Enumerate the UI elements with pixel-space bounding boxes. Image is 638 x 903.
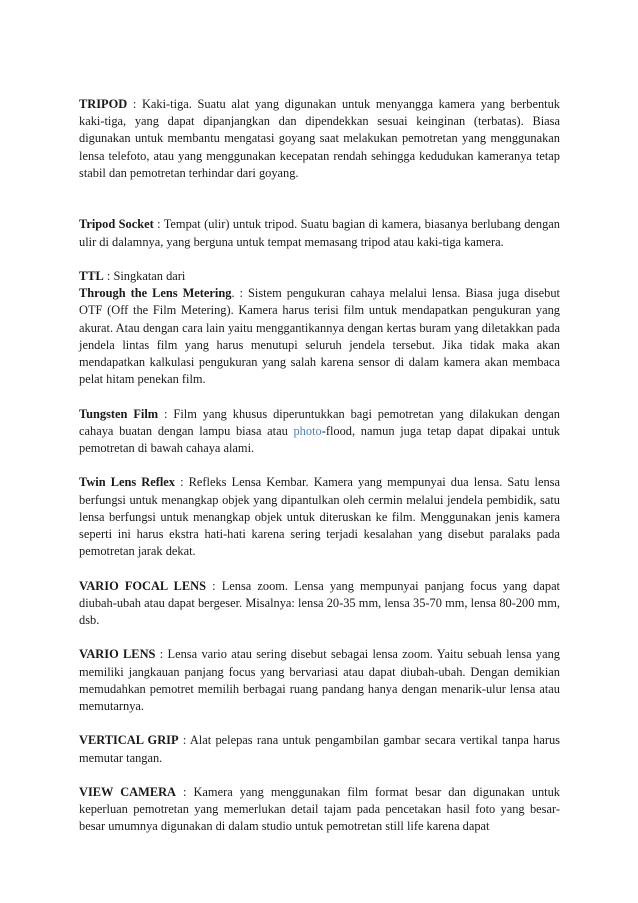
- entry-term: Tungsten Film: [79, 406, 159, 421]
- glossary-entry-twin-lens-reflex: [79, 474, 560, 560]
- entry-separator: :: [103, 269, 114, 283]
- entry-definition: Kamera yang menggunakan film format besar dan digunakan untuk keperluan pemotretan yang memerlukan detail tajam pada pencetakan hasil foto yang besar-besar umumnya digunakan di dalam studio untuk pemotretan still life karena dapat: [79, 785, 560, 834]
- entry-separator: :: [155, 647, 168, 662]
- entry-definition: Sistem pengukuran cahaya melalui lensa. Biasa juga disebut OTF (Off the Film Metering). Kamera harus terisi film untuk mendapatkan pengukuran yang akurat. Atau dengan cara lain yaitu menggantikannya dengan kertas buram yang diletakkan pada jendela lintas film yang harus menutupi seluruh jendela tersebut. Jika tidak maka akan mendapatkan kalkulasi pengukuran yang salah karena sensor di dalam kamera akan membaca pelat hitam penekan film.: [79, 286, 560, 387]
- entry-separator: :: [206, 578, 222, 593]
- entry-term: VIEW CAMERA: [79, 785, 176, 799]
- glossary-entry-tripod: [79, 96, 560, 182]
- entry-term: VARIO FOCAL LENS: [79, 578, 206, 593]
- entry-definition: Lensa zoom. Lensa yang mempunyai panjang focus yang dapat diubah-ubah atau dapat bergeser. Misalnya: lensa 20-35 mm, lensa 35-70 mm, lensa 80-200 mm, dsb.: [79, 578, 561, 628]
- entry-definition: Singkatan dari: [113, 269, 186, 283]
- entry-definition: Refleks Lensa Kembar. Kamera yang mempunyai dua lensa. Satu lensa berfungsi untuk menangkap objek yang dipantulkan oleh cermin melalui jendela pembidik, satu lensa berfungsi untuk menangkap objek untuk diteruskan ke film. Menggunakan jenis kamera seperti ini harus ekstra hati-hati karena sering terjadi kesalahan yang disebut paralaks pada pemotretan jarak dekat.: [79, 475, 560, 559]
- entry-term: VERTICAL GRIP: [79, 733, 179, 748]
- entry-definition: Kaki-tiga. Suatu alat yang digunakan untuk menyangga kamera yang berbentuk kaki-tiga, yang dapat dipanjangkan dan dipendekkan sesuai keinginan (terbatas). Biasa digunakan untuk membantu mengatasi goyang saat melakukan pemotretan yang menggunakan lensa telefoto, atau yang menggunakan kecepatan rendah sehingga kedudukan kameranya tetap stabil dan pemotretan terhindar dari goyang.: [79, 97, 561, 180]
- entry-subterm: Through the Lens Metering: [79, 286, 232, 301]
- entry-separator: . :: [231, 286, 248, 301]
- glossary-entry-ttl: [79, 268, 560, 388]
- entry-separator: :: [178, 733, 190, 748]
- entry-definition: Film yang khusus diperuntukkan bagi pemotretan yang dilakukan dengan cahaya buatan dengan lampu biasa atau: [79, 406, 561, 438]
- photo-link[interactable]: photo: [293, 423, 322, 438]
- glossary-entry-vario-focal-lens: [79, 578, 560, 630]
- glossary-entry-vertical-grip: [79, 732, 560, 766]
- entry-definition: Alat pelepas rana untuk pengambilan gambar secara vertikal tanpa harus memutar tangan.: [79, 733, 560, 765]
- entry-term: TTL: [79, 269, 104, 283]
- entry-definition: -flood, namun juga tetap dapat dipakai untuk pemotretan di bawah cahaya alami.: [79, 423, 560, 456]
- entry-term: Twin Lens Reflex: [79, 475, 176, 490]
- glossary-entry-tungsten-film: [79, 406, 560, 458]
- glossary-entry-vario-lens: [79, 646, 560, 715]
- entry-term: Tripod Socket: [79, 217, 154, 232]
- entry-term: VARIO LENS: [79, 647, 156, 662]
- glossary-entry-view-camera: [79, 784, 560, 836]
- entry-separator: :: [153, 217, 164, 232]
- entry-separator: :: [127, 97, 142, 111]
- entry-term: TRIPOD: [79, 97, 128, 111]
- entry-definition: Lensa vario atau sering disebut sebagai lensa zoom. Yaitu sebuah lensa yang memiliki jangkauan panjang focus yang bervariasi atau dapat diubah-ubah. Dengan demikian memudahkan pemotret memilih berbagai ruang pandang hanya dengan menarik-ulur lensa atau memutarnya.: [79, 647, 561, 714]
- entry-separator: :: [175, 785, 194, 799]
- entry-separator: :: [175, 475, 189, 490]
- glossary-entry-tripod-socket: [79, 216, 560, 250]
- entry-definition: Tempat (ulir) untuk tripod. Suatu bagian di kamera, biasanya berlubang dengan ulir di dalamnya, yang berguna untuk tempat memasang tripod atau kaki-tiga kamera.: [79, 217, 560, 249]
- glossary-body: [79, 96, 560, 853]
- entry-separator: :: [158, 406, 174, 421]
